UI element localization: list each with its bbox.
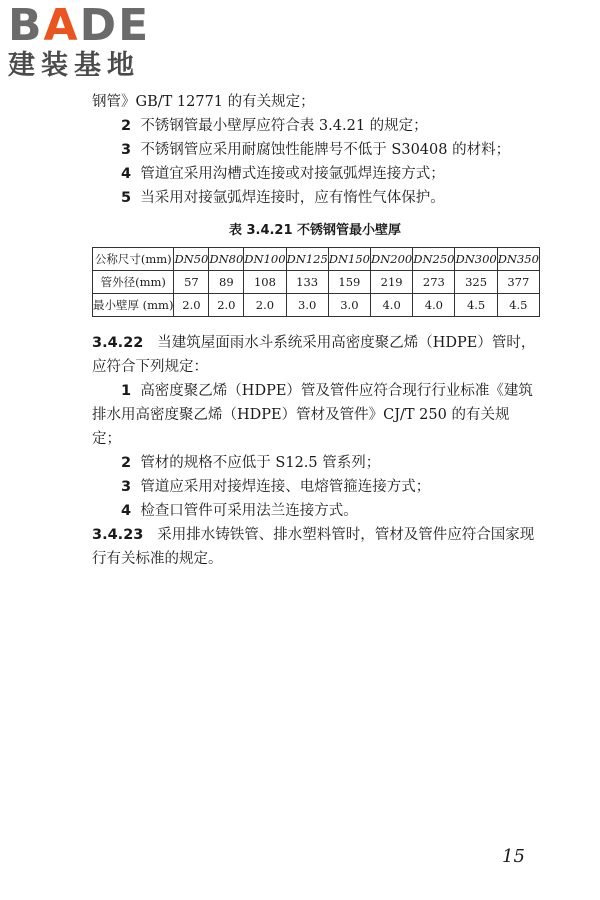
list-item <box>92 379 538 451</box>
item-text: 检查口管件可采用法兰连接方式。 <box>140 503 358 519</box>
logo-subtitle: 建装基地 <box>8 50 140 81</box>
item-number: 4 <box>121 166 132 182</box>
logo-accent-letter: A <box>43 0 80 51</box>
table-row <box>93 294 540 317</box>
item-number: 4 <box>121 503 132 519</box>
size-cell: DN150 <box>328 248 370 271</box>
list-item <box>92 499 538 523</box>
clause-text: 当建筑屋面雨水斗系统采用高密度聚乙烯（HDPE）管时，应符合下列规定： <box>92 335 536 375</box>
list-item <box>92 475 538 499</box>
size-cell: DN300 <box>455 248 497 271</box>
diameter-cell: 133 <box>286 271 328 294</box>
clause-paragraph <box>92 331 538 379</box>
row-label: 最小壁厚 (mm) <box>93 294 174 317</box>
size-cell: DN50 <box>174 248 209 271</box>
size-cell: DN80 <box>209 248 244 271</box>
diameter-cell: 377 <box>497 271 539 294</box>
list-item <box>92 162 538 186</box>
item-number: 1 <box>121 383 132 399</box>
row-label: 公称尺寸(mm) <box>93 248 174 271</box>
thickness-cell: 3.0 <box>286 294 328 317</box>
item-number: 5 <box>121 190 132 206</box>
thickness-cell: 4.0 <box>413 294 455 317</box>
item-number: 2 <box>121 118 132 134</box>
item-number: 2 <box>121 455 132 471</box>
size-cell: DN125 <box>286 248 328 271</box>
diameter-cell: 159 <box>328 271 370 294</box>
brand-logo <box>8 0 178 90</box>
continued-line: 钢管》GB/T 12771 的有关规定； <box>92 94 315 110</box>
diameter-cell: 273 <box>413 271 455 294</box>
clause-paragraph <box>92 523 538 571</box>
page-content <box>92 90 538 571</box>
page-number: 15 <box>502 846 525 867</box>
item-text: 当采用对接氩弧焊连接时，应有惰性气体保护。 <box>140 190 445 206</box>
item-text: 不锈钢管应采用耐腐蚀性能牌号不低于 S30408 的材料； <box>140 142 511 158</box>
list-item <box>92 451 538 475</box>
size-cell: DN100 <box>244 248 286 271</box>
diameter-cell: 325 <box>455 271 497 294</box>
table-row <box>93 248 540 271</box>
table-row <box>93 271 540 294</box>
list-item <box>92 186 538 210</box>
item-text: 管道应采用对接焊连接、电熔管箍连接方式； <box>140 479 431 495</box>
item-text: 管道宜采用沟槽式连接或对接氩弧焊连接方式； <box>140 166 445 182</box>
diameter-cell: 219 <box>371 271 413 294</box>
thickness-cell: 2.0 <box>174 294 209 317</box>
clause-number: 3.4.23 <box>92 527 144 543</box>
row-label: 管外径(mm) <box>93 271 174 294</box>
thickness-cell: 4.5 <box>497 294 539 317</box>
thickness-cell: 4.0 <box>371 294 413 317</box>
thickness-cell: 2.0 <box>209 294 244 317</box>
item-text: 管材的规格不应低于 S12.5 管系列； <box>140 455 381 471</box>
item-number: 3 <box>121 142 132 158</box>
item-text: 不锈钢管最小壁厚应符合表 3.4.21 的规定； <box>140 118 428 134</box>
logo-wordmark: BADE <box>8 0 151 51</box>
clause-text: 采用排水铸铁管、排水塑料管时，管材及管件应符合国家现行有关标准的规定。 <box>92 527 535 567</box>
clause-number: 3.4.22 <box>92 335 144 351</box>
thickness-cell: 2.0 <box>244 294 286 317</box>
list-item <box>92 114 538 138</box>
size-cell: DN250 <box>413 248 455 271</box>
item-number: 3 <box>121 479 132 495</box>
diameter-cell: 57 <box>174 271 209 294</box>
item-text: 高密度聚乙烯（HDPE）管及管件应符合现行行业标准《建筑排水用高密度聚乙烯（HDPE）管材及管件》CJ/T 250 的有关规定； <box>92 383 533 447</box>
thickness-table <box>92 247 540 317</box>
thickness-cell: 3.0 <box>328 294 370 317</box>
diameter-cell: 108 <box>244 271 286 294</box>
thickness-cell: 4.5 <box>455 294 497 317</box>
table-caption: 表 3.4.21 不锈钢管最小壁厚 <box>228 223 402 238</box>
size-cell: DN350 <box>497 248 539 271</box>
diameter-cell: 89 <box>209 271 244 294</box>
list-item <box>92 138 538 162</box>
size-cell: DN200 <box>371 248 413 271</box>
